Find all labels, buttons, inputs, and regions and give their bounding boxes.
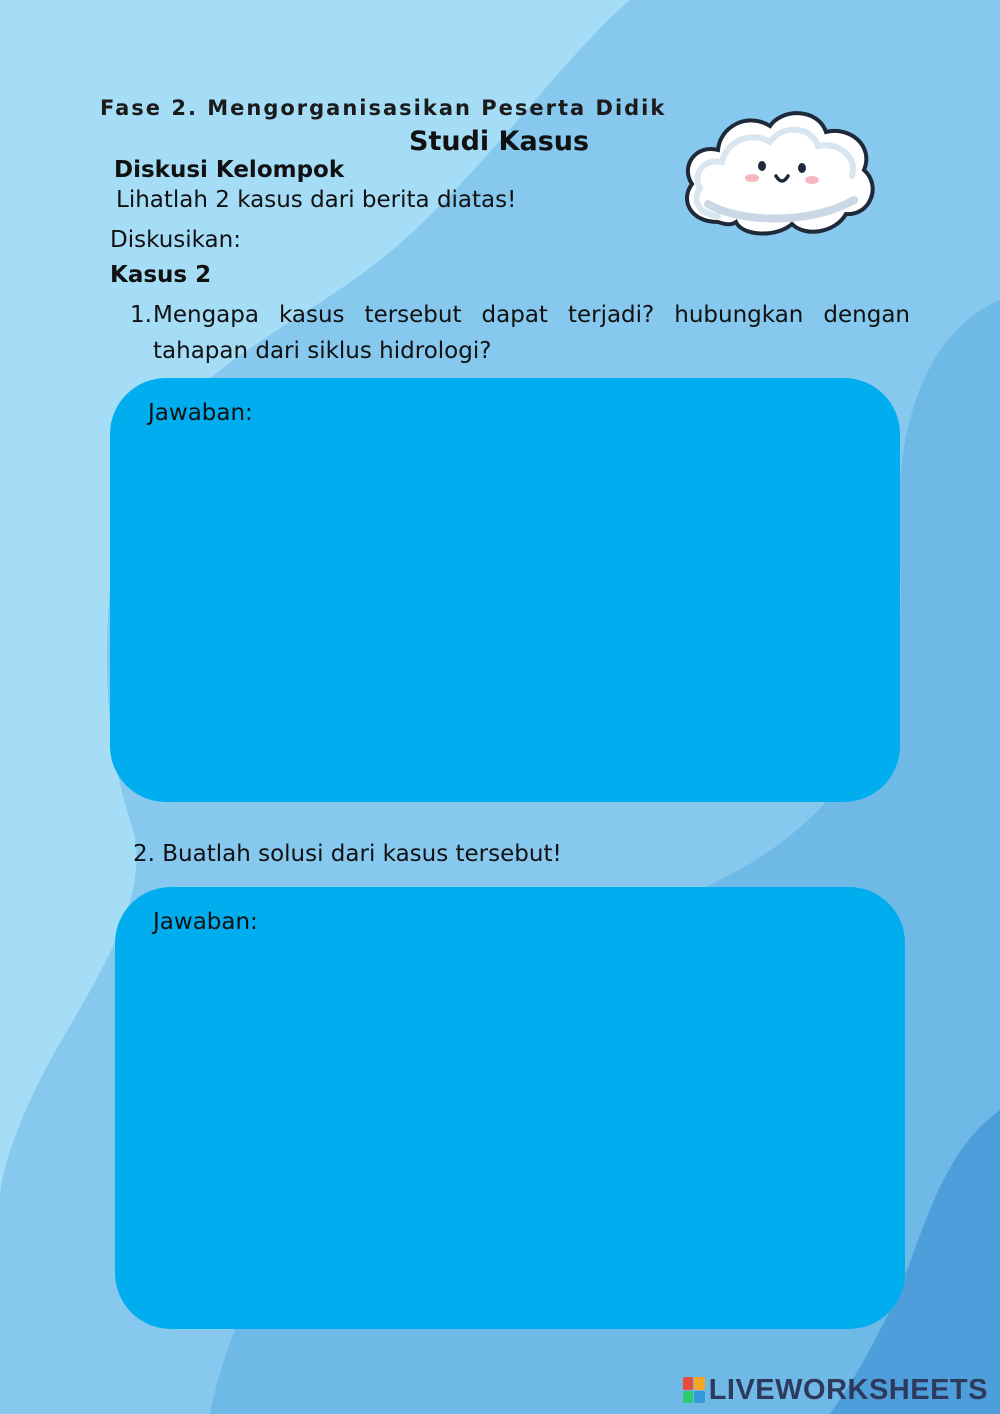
question-1-number: 1.	[130, 302, 152, 328]
footer-brand	[683, 1374, 988, 1406]
question-2-text: 2. Buatlah solusi dari kasus tersebut!	[133, 841, 562, 867]
question-1-text: Mengapa kasus tersebut dapat terjadi? hubungkan dengan tahapan dari siklus hidrologi?	[153, 302, 910, 364]
liveworksheets-logo-icon	[683, 1377, 705, 1403]
instruction-text: Lihatlah 2 kasus dari berita diatas!	[116, 187, 517, 213]
discuss-label: Diskusikan:	[110, 227, 241, 253]
answer-label-2: Jawaban:	[153, 909, 258, 935]
brand-name: LIVEWORKSHEETS	[708, 1373, 988, 1406]
answer-box-2[interactable]	[115, 887, 905, 1329]
answer-box-1[interactable]	[110, 378, 900, 802]
smiling-cloud-icon	[678, 104, 882, 240]
question-1	[130, 297, 910, 369]
section-subtitle: Diskusi Kelompok	[114, 157, 345, 183]
answer-label-1: Jawaban:	[148, 400, 253, 426]
phase-heading: Fase 2. Mengorganisasikan Peserta Didik	[100, 96, 667, 120]
case-label: Kasus 2	[110, 262, 212, 288]
page-title: Studi Kasus	[409, 126, 590, 157]
